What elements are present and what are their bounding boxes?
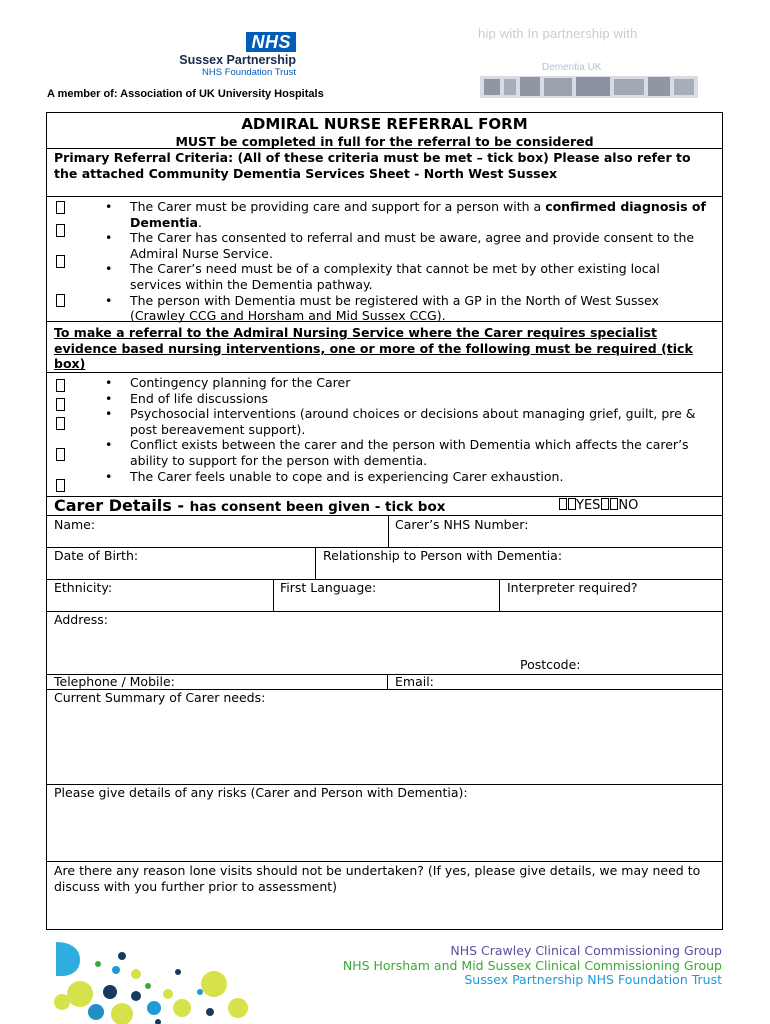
nhs-number-field[interactable]: Carer’s NHS Number: (395, 517, 529, 532)
address-field[interactable]: Address: (54, 612, 108, 627)
primary-tick-box-3[interactable] (56, 255, 65, 268)
org-sub: NHS Foundation Trust (202, 67, 296, 78)
postcode-field[interactable]: Postcode: (520, 657, 581, 672)
lone-visits-field[interactable]: Are there any reason lone visits should not be undertaken? (If yes, please give details, we may need to discuss with you further prior to assessment) (54, 863, 701, 894)
specialist-tick-box-1[interactable] (56, 379, 65, 392)
primary-item-2: • The Carer has consented to referral and must be aware, agree and provide consent to the Admiral Nurse Service. (103, 230, 715, 261)
specialist-row (47, 322, 722, 373)
consent-options (559, 498, 638, 514)
interpreter-field[interactable]: Interpreter required? (507, 580, 638, 595)
no-tick-box[interactable] (601, 498, 609, 510)
primary-tick-box-4[interactable] (56, 294, 65, 307)
email-field[interactable]: Email: (395, 674, 434, 689)
specialist-list (47, 373, 722, 497)
primary-tick-box-1[interactable] (56, 201, 65, 214)
footer-organisations (343, 944, 722, 988)
footer-line-3: Sussex Partnership NHS Foundation Trust (464, 972, 722, 987)
name-field[interactable]: Name: (54, 517, 96, 532)
risks-field[interactable]: Please give details of any risks (Carer and Person with Dementia): (54, 785, 468, 800)
summary-row (47, 690, 722, 785)
carer-needs-summary-field[interactable]: Current Summary of Carer needs: (54, 690, 266, 705)
carer-details-heading: Carer Details - has consent been given - tick box (54, 496, 446, 515)
title-row (47, 113, 722, 149)
ethnicity-row (47, 580, 722, 612)
lone-visits-row (47, 862, 722, 929)
decorative-dots-graphic (50, 938, 262, 1024)
footer-line-2: NHS Horsham and Mid Sussex Clinical Commissioning Group (342, 957, 722, 973)
form-title: ADMIRAL NURSE REFERRAL FORM (241, 115, 528, 133)
relationship-field[interactable]: Relationship to Person with Dementia: (323, 548, 563, 563)
yes-tick-box-alt[interactable] (568, 498, 576, 510)
name-row (47, 516, 722, 548)
telephone-field[interactable]: Telephone / Mobile: (54, 674, 175, 689)
specialist-heading: To make a referral to the Admiral Nursing Service where the Carer requires specialist evidence based nursing interventions, one or more of the following must be required (tick box) (54, 325, 693, 372)
dementia-uk-logo (478, 62, 700, 100)
specialist-tick-box-2[interactable] (56, 398, 65, 411)
ethnicity-field[interactable]: Ethnicity: (54, 580, 113, 595)
primary-tick-box-2[interactable] (56, 224, 65, 237)
dob-field[interactable]: Date of Birth: (54, 548, 139, 563)
specialist-item-1: • Contingency planning for the Carer (103, 375, 715, 391)
primary-item-4: • The person with Dementia must be registered with a GP in the North of West Sussex (Crawley CCG and Horsham and Mid Sussex CCG). (103, 293, 715, 324)
org-name: Sussex Partnership (179, 53, 296, 67)
primary-item-3: • The Carer’s need must be of a complexity that cannot be met by other existing local services within the Dementia pathway. (103, 261, 715, 292)
sussex-partnership-logo (146, 32, 296, 78)
yes-tick-box[interactable] (559, 498, 567, 510)
no-label: NO (618, 498, 639, 513)
nhs-badge: NHS (246, 32, 296, 52)
form-subtitle: MUST be completed in full for the referral to be considered (175, 134, 594, 149)
member-line: A member of: Association of UK University Hospitals (47, 88, 324, 100)
referral-form (46, 112, 723, 930)
specialist-tick-box-3[interactable] (56, 417, 65, 430)
dementia-uk-logo-text: Dementia UK (542, 62, 602, 73)
primary-criteria-row (47, 149, 722, 197)
specialist-item-2: • End of life discussions (103, 391, 715, 407)
specialist-item-5: • The Carer feels unable to cope and is experiencing Carer exhaustion. (103, 469, 715, 485)
primary-criteria-list (47, 197, 722, 322)
specialist-tick-box-5[interactable] (56, 479, 65, 492)
specialist-item-4: • Conflict exists between the carer and the person with Dementia which affects the carer’s ability to support for the person with dementia. (103, 437, 715, 468)
partnership-text: hip with In partnership with (478, 26, 638, 41)
yes-label: YES (576, 498, 601, 513)
footer-line-1: NHS Crawley Clinical Commissioning Group (450, 943, 722, 958)
carer-details-row (47, 497, 722, 516)
specialist-item-3: • Psychosocial interventions (around choices or decisions about managing grief, guilt, pre & post bereavement support). (103, 406, 715, 437)
dob-row (47, 548, 722, 580)
specialist-tick-box-4[interactable] (56, 448, 65, 461)
primary-item-1: • The Carer must be providing care and support for a person with a confirmed diagnosis of Dementia. (103, 199, 715, 230)
contact-row (47, 675, 722, 690)
address-row (47, 612, 722, 675)
first-language-field[interactable]: First Language: (280, 580, 377, 595)
risks-row (47, 785, 722, 862)
primary-criteria-heading: Primary Referral Criteria: (All of these criteria must be met – tick box) Please also refer to the attached Community Dementia Services Sheet - North West Sussex (54, 150, 691, 181)
